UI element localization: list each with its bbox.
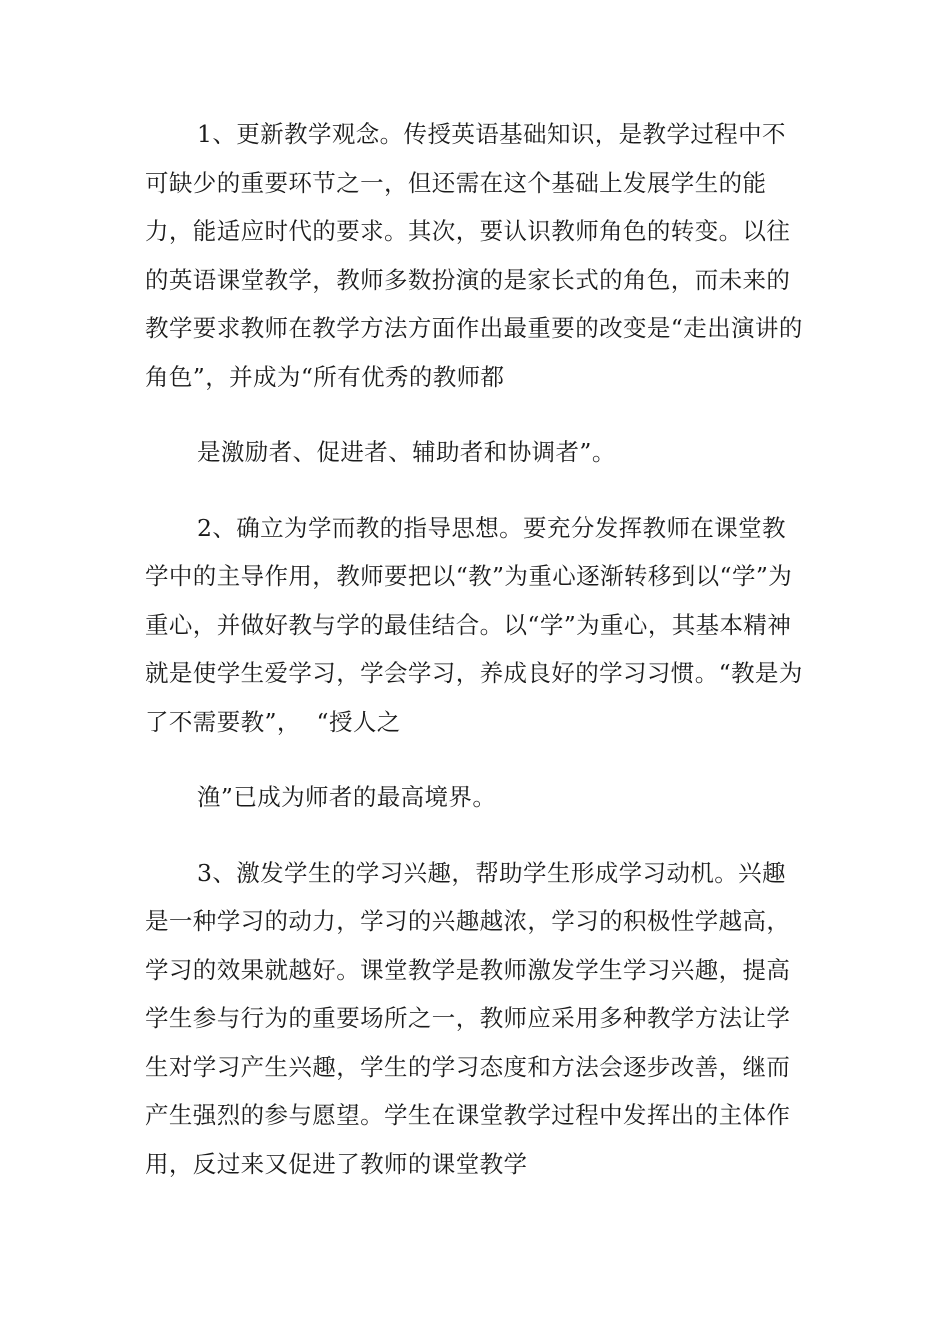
document-page	[145, 110, 807, 1188]
paragraph-2-continuation: 渔”已成为师者的最高境界。	[197, 783, 497, 811]
paragraph-2: 2、确立为学而教的指导思想。要充分发挥教师在课堂教学中的主导作用，教师要把以“教”为重心逐渐转移到以“学”为重心，并做好教与学的最佳结合。以“学”为重心，其基本精神就是使学生爱学习，学会学习，养成良好的学习习惯。“教是为了不需要教”， “授人之	[145, 513, 803, 736]
paragraph-1: 1、更新教学观念。传授英语基础知识，是教学过程中不可缺少的重要环节之一，但还需在这个基础上发展学生的能力，能适应时代的要求。其次，要认识教师角色的转变。以往的英语课堂教学，教师多数扮演的是家长式的角色，而未来的教学要求教师在教学方法方面作出最重要的改变是“走出演讲的角色”，并成为“所有优秀的教师都	[145, 120, 803, 391]
paragraph-1-continuation: 是激励者、促进者、辅助者和协调者”。	[197, 438, 616, 466]
paragraph-3: 3、激发学生的学习兴趣，帮助学生形成学习动机。兴趣是一种学习的动力，学习的兴趣越浓，学习的积极性学越高，学习的效果就越好。课堂教学是教师激发学生学习兴趣，提高学生参与行为的重要场所之一，教师应采用多种教学方法让学生对学习产生兴趣，学生的学习态度和方法会逐步改善，继而产生强烈的参与愿望。学生在课堂教学过程中发挥出的主体作用，反过来又促进了教师的课堂教学	[145, 858, 791, 1178]
